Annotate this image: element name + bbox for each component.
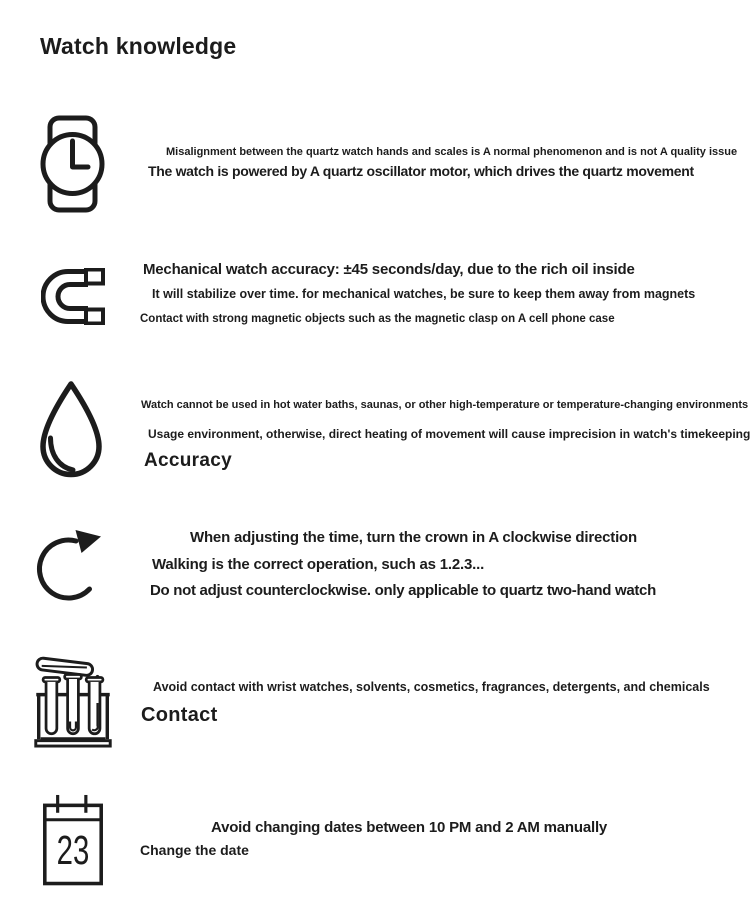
text-line: Accuracy [144,450,232,471]
page-title: Watch knowledge [40,33,237,59]
test-tubes-icon [34,652,112,748]
text-line: Walking is the correct operation, such as 1.2.3... [152,556,485,573]
text-line: When adjusting the time, turn the crown in A clockwise direction [190,529,637,546]
text-line: Usage environment, otherwise, direct heating of movement will cause imprecision in watch's timekeeping [148,427,750,441]
text-line: Mechanical watch accuracy: ±45 seconds/day, due to the rich oil inside [143,261,635,278]
text-line: The watch is powered by A quartz oscillator motor, which drives the quartz movement [148,163,694,179]
text-line: Watch cannot be used in hot water baths, saunas, or other high-temperature or temperature-changing environments [141,399,749,411]
water-drop-icon [37,380,105,481]
calendar-day-number: 23 [56,827,90,874]
text-line: Do not adjust counterclockwise. only applicable to quartz two-hand watch [150,582,656,599]
text-line: Contact with strong magnetic objects such as the magnetic clasp on A cell phone case [140,313,615,325]
text-line: Contact [141,704,218,726]
clockwise-rotation-icon [35,528,104,606]
text-line: Avoid contact with wrist watches, solvents, cosmetics, fragrances, detergents, and chemicals [153,680,710,694]
wristwatch-icon [40,115,105,213]
magnet-icon [41,268,107,325]
text-line: Change the date [140,842,249,858]
text-line: Avoid changing dates between 10 PM and 2 AM manually [211,819,608,836]
text-line: Misalignment between the quartz watch hands and scales is A normal phenomenon and is not A quality issue [166,146,738,158]
calendar-icon [42,792,104,886]
text-line: It will stabilize over time. for mechanical watches, be sure to keep them away from magnets [152,287,696,301]
